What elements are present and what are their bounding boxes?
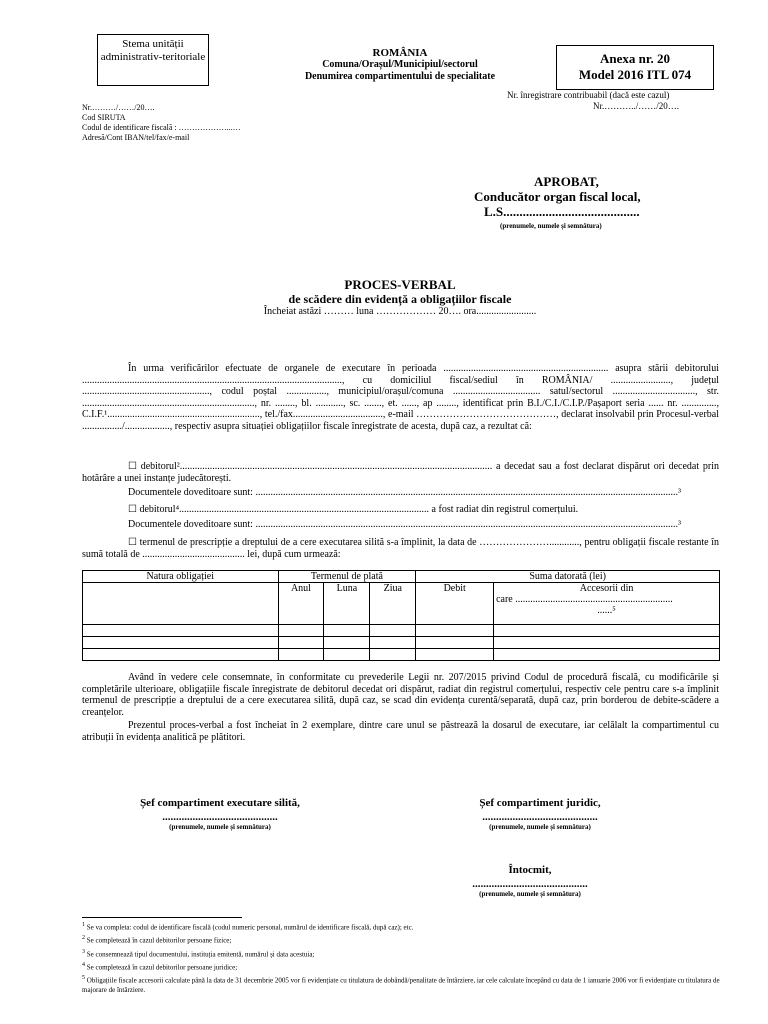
reg-contribuabil-nr: Nr.………../……/20…. (593, 101, 680, 111)
intocmit-label: Întocmit, (508, 864, 552, 876)
doc-title: PROCES-VERBAL (344, 277, 456, 292)
date-line: Încheiat astăzi ……… luna ……………… 20…. ora........................ (263, 306, 537, 317)
docs-line-1: Documentele doveditoare sunt: .........................................................................................................................................................................³ (128, 487, 681, 498)
docs-line-2: Documentele doveditoare sunt: .........................................................................................................................................................................³ (128, 519, 681, 530)
signature-note: (prenumele, numele și semnătura) (169, 823, 271, 831)
stema-box: Stema unității administrativ-teritoriale (97, 34, 209, 86)
intro-paragraph: În urma verificărilor efectuate de organele de executare în perioada .................................................................. asupra stării debitorului ........................................................................................................, cu domiciliul fiscal/sediul în ROMÂNIA/ ........................, județul ..................................................., codul poștal ................, municipiul/orașul/comuna ................................... satul/sectorul ................................., str. ....................................................................., nr. ........, bl. ..........., sc. ......., et. ......, ap ........, identificat prin B.I./C.I./C.I.P./Pașaport seria ...... nr. .............., C.I.F.¹............................................................., tel./fax...................................., e-mail ……………………………………, declarat insolvabil prin Procesul-verbal ................/.................., respectiv asupra situației obligațiilor fiscale înregistrate de acesta, după caz, a rezultat că: (82, 363, 719, 432)
approval-note: (prenumele, numele și semnătura) (500, 222, 602, 230)
aprobat-label: APROBAT, (534, 174, 599, 189)
footnote-separator (82, 917, 242, 918)
item-deceased: ☐ debitorul²............................................................................................................................. a decedat sau a fost declarat dispărut ori decedat prin hotărâre a unei instanțe judecătorești. (82, 461, 719, 484)
department-line: Denumirea compartimentului de specialitate (304, 71, 496, 82)
signature-executare (110, 797, 330, 832)
table-row (83, 625, 720, 637)
item-prescriptie: ☐ termenul de prescripție a dreptului de a cere executarea silită s-a împlinit, la data de …………………............, pentru obligații fiscale restante în sumă totală de ......................................... lei, după cum urmează: (82, 537, 719, 560)
obligations-table (82, 570, 720, 661)
sef-executare-label: Șef compartiment executare silită, (140, 797, 300, 809)
th-accesorii: Accesorii din care ............................................................... ......⁵ (494, 583, 720, 625)
country-name: ROMÂNIA (372, 47, 428, 59)
left-info-block (82, 103, 241, 143)
table-row (83, 637, 720, 649)
left-nr: Nr.………/……/20…. (82, 103, 155, 112)
header-title-block (250, 47, 550, 83)
approval-block (456, 174, 676, 219)
footnote-3: $^3$ Se consemnează tipul documentului, instituția emitentă, numărul și data acestuia; (82, 948, 315, 958)
sef-juridic-label: Șef compartiment juridic, (479, 797, 601, 809)
item-radiat: ☐ debitorul⁴.................................................................................................... a fost radiat din registrul comerțului. (128, 504, 579, 515)
signature-juridic (430, 797, 650, 832)
cod-siruta: Cod SIRUTA (82, 113, 126, 122)
title-block (200, 277, 600, 318)
locality-line: Comuna/Orașul/Municipiul/sectorul (322, 59, 478, 70)
signature-intocmit (420, 864, 640, 899)
th-suma: Suma datorată (lei) (416, 571, 720, 583)
reg-contribuabil: Nr. înregistrare contribuabil (dacă este cazul) (507, 90, 670, 100)
footnote-2: $^2$ Se completează în cazul debitorilor persoane fizice; (82, 935, 232, 945)
signature-dots: .......................................... (472, 878, 588, 890)
th-luna: Luna (324, 583, 370, 625)
footnote-4: $^4$ Se completează în cazul debitorilor persoane juridice; (82, 961, 238, 972)
footnote-1: $^1$ Se va completa: codul de identificare fiscală (codul numeric personal, numărul de identificare fiscală, după caz); etc. (82, 922, 414, 932)
footnote-5: $^5$ Obligațiile fiscale accesorii calculate până la data de 31 decembrie 2005 vor fi evidențiate cu titulatura de dobândă/penalitate de întârziere, iar cele calculate începând cu data de 1 ianuarie 2006 vor fi evidențiate cu titulatura de majorare de întârziere. (82, 975, 720, 994)
signature-note: (prenumele, numele și semnătura) (489, 823, 591, 831)
th-natura: Natura obligației (83, 571, 279, 583)
signature-note: (prenumele, numele și semnătura) (479, 890, 581, 898)
footnotes (82, 921, 722, 995)
signature-dots: .......................................... (482, 811, 598, 823)
doc-subtitle: de scădere din evidență a obligațiilor fiscale (288, 292, 512, 306)
closing-paragraph: Având în vedere cele consemnate, în conformitate cu prevederile Legii nr. 207/2015 privind Codul de procedură fiscală, cu modificările și completările ulterioare, obligațiile fiscale înregistrate de debitorul decedat ori dispărut, radiat din registrul comerțului, respectiv cele pentru care s-a împlinit termenul de prescripție a dreptului de a cere executarea silită, după caz, se scad din evidența curentă/separată, după caz, prin borderou de debite-scădere a creanțelor. (82, 672, 719, 718)
anexa-number: Anexa nr. 20 (600, 51, 670, 66)
ls-line: L.S.......................................... (484, 204, 640, 219)
th-anul: Anul (278, 583, 324, 625)
table-row (83, 649, 720, 661)
th-ziua: Ziua (370, 583, 416, 625)
th-debit: Debit (416, 583, 494, 625)
cod-fiscal: Codul de identificare fiscală : ………………...… (82, 123, 241, 132)
adresa: Adresă/Cont IBAN/tel/fax/e-mail (82, 133, 190, 142)
signature-dots: .......................................... (162, 811, 278, 823)
conducator-label: Conducător organ fiscal local, (474, 189, 641, 204)
model-number: Model 2016 ITL 074 (578, 67, 692, 82)
anexa-box (556, 45, 714, 90)
th-termen: Termenul de plată (278, 571, 416, 583)
copies-paragraph: Prezentul proces-verbal a fost încheiat în 2 exemplare, dintre care unul se păstrează la dosarul de executare, iar celălalt la compartimentul cu atribuții în evidența analitică pe plătitori. (82, 720, 719, 743)
